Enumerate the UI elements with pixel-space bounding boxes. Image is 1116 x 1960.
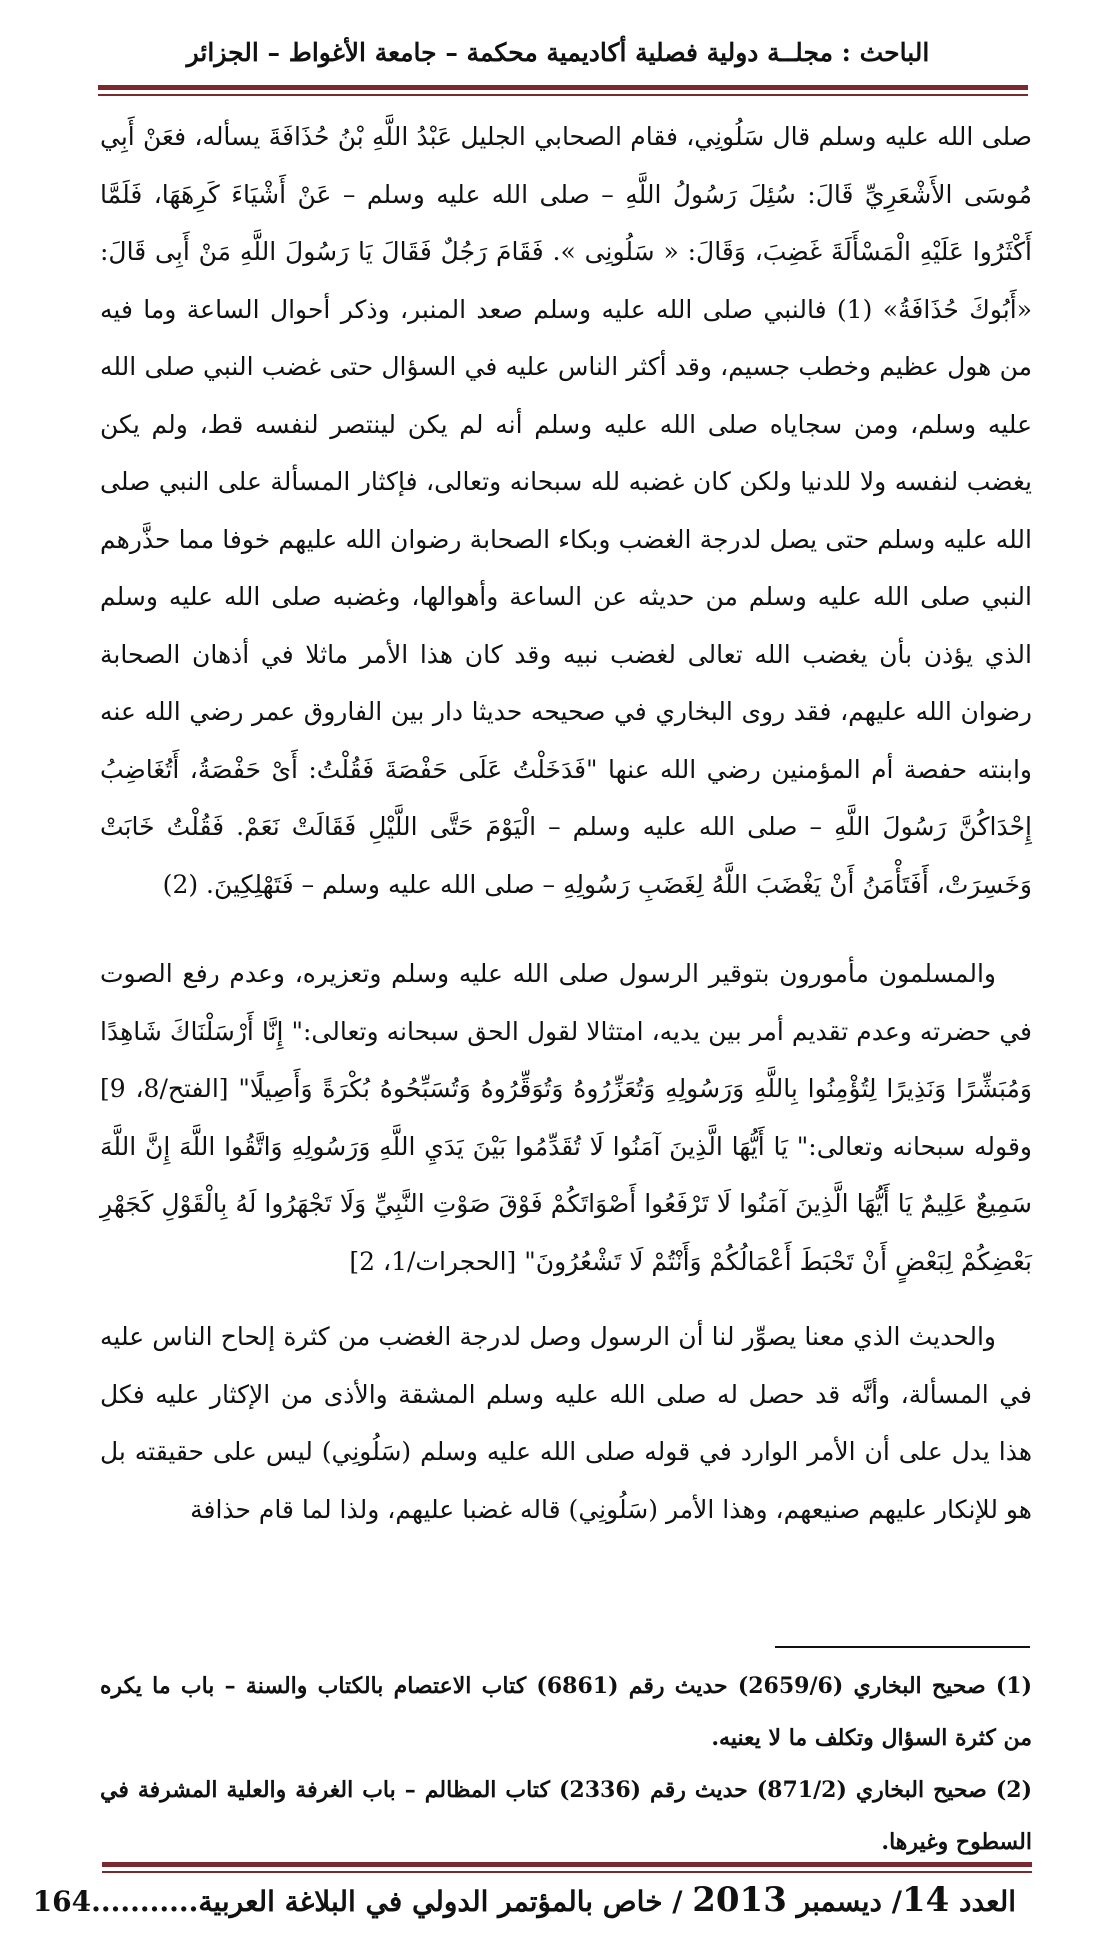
- footnotes: [100, 1660, 1032, 1868]
- footnote-1: (1) صحيح البخاري (2659/6) حديث رقم (6861) كتاب الاعتصام بالكتاب والسنة – باب ما يكره من كثرة السؤال وتكلف ما لا يعنيه.: [100, 1673, 1033, 1751]
- main-text: [100, 108, 1032, 1538]
- page-footer: [32, 1880, 1016, 1920]
- footnote-2: (2) صحيح البخاري (871/2) حديث رقم (2336) كتاب المظالم – باب الغرفة والعلية المشرفة في السطوح وغيرها.: [100, 1777, 1032, 1855]
- header-rule-thin: [98, 94, 1028, 96]
- issue-label: العدد: [959, 1885, 1016, 1918]
- issue-year: 2013: [692, 1880, 787, 1920]
- issue-number: 14: [901, 1880, 950, 1920]
- page-number: 164: [32, 1885, 92, 1918]
- issue-month: / ديسمبر: [796, 1885, 902, 1918]
- paragraph-3: والحديث الذي معنا يصوِّر لنا أن الرسول وصل لدرجة الغضب من كثرة إلحاح الناس عليه في المسألة، وأنَّه قد حصل له صلى الله عليه وسلم المشقة والأذى من الإكثار عليه فكل هذا يدل على أن الأمر الوارد في قوله صلى الله عليه وسلم (سَلُونِي) ليس على حقيقته بل هو للإنكار عليهم صنيعهم، وهذا الأمر (سَلُونِي) قاله غضبا عليهم، ولذا لما قام حذافة: [100, 1322, 1032, 1524]
- footnote-separator: [775, 1646, 1030, 1648]
- journal-header: الباحث : مجلــة دولية فصلية أكاديمية محكمة – جامعة الأغواط – الجزائر: [186, 38, 930, 67]
- paragraph-2: والمسلمون مأمورون بتوقير الرسول صلى الله عليه وسلم وتعزيره، وعدم رفع الصوت في حضرته وعدم تقديم أمر بين يديه، امتثالا لقول الحق سبحانه وتعالى:" إِنَّا أَرْسَلْنَاكَ شَاهِدًا وَمُبَشِّرًا وَنَذِيرًا لِتُؤْمِنُوا بِاللَّهِ وَرَسُولِهِ وَتُعَزِّرُوهُ وَتُوَقِّرُوهُ وَتُسَبِّحُوهُ بُكْرَةً وَأَصِيلًا" [الفتح/8، 9] وقوله سبحانه وتعالى:" يَا أَيُّهَا الَّذِينَ آمَنُوا لَا تُقَدِّمُوا بَيْنَ يَدَيِ اللَّهِ وَرَسُولِهِ وَاتَّقُوا اللَّهَ إِنَّ اللَّهَ سَمِيعٌ عَلِيمٌ يَا أَيُّهَا الَّذِينَ آمَنُوا لَا تَرْفَعُوا أَصْوَاتَكُمْ فَوْقَ صَوْتِ النَّبِيِّ وَلَا تَجْهَرُوا لَهُ بِالْقَوْلِ كَجَهْرِ بَعْضِكُمْ لِبَعْضٍ أَنْ تَحْبَطَ أَعْمَالُكُمْ وَأَنْتُمْ لَا تَشْعُرُونَ" [الحجرات/1، 2]: [100, 959, 1033, 1276]
- footer-rule-thick: [102, 1862, 1032, 1867]
- footer-rule-thin: [102, 1871, 1032, 1873]
- paragraph-1: صلى الله عليه وسلم قال سَلُونِي، فقام الصحابي الجليل عَبْدُ اللَّهِ بْنُ حُذَافَةَ يسأله، فعَنْ أَبِي مُوسَى الأَشْعَرِيِّ قَالَ: سُئِلَ رَسُولُ اللَّهِ – صلى الله عليه وسلم – عَنْ أَشْيَاءَ كَرِهَهَا، فَلَمَّا أَكْثَرُوا عَلَيْهِ الْمَسْأَلَةَ غَضِبَ، وَقَالَ: « سَلُونِى ». فَقَامَ رَجُلٌ فَقَالَ يَا رَسُولَ اللَّهِ مَنْ أَبِى قَالَ: «أَبُوكَ حُذَافَةُ» (1) فالنبي صلى الله عليه وسلم صعد المنبر، وذكر أحوال الساعة وما فيه من هول عظيم وخطب جسيم، وقد أكثر الناس عليه في السؤال حتى غضب النبي صلى الله عليه وسلم، ومن سجاياه صلى الله عليه وسلم أنه لم يكن لينتصر لنفسه قط، ولم يكن يغضب لنفسه ولا للدنيا ولكن كان غضبه لله سبحانه وتعالى، فإكثار المسألة على النبي صلى الله عليه وسلم حتى يصل لدرجة الغضب وبكاء الصحابة رضوان الله عليهم خوفا مما حذَّرهم النبي صلى الله عليه وسلم من حديثه عن الساعة وأهوالها، وغضبه صلى الله عليه وسلم الذي يؤذن بأن يغضب الله تعالى لغضب نبيه وقد كان هذا الأمر ماثلا في أذهان الصحابة رضوان الله عليهم، فقد روى البخاري في صحيحه حديثا دار بين الفاروق عمر رضي الله عنه وابنته حفصة أم المؤمنين رضي الله عنها "فَدَخَلْتُ عَلَى حَفْصَةَ فَقُلْتُ: أَىْ حَفْصَةُ، أَتُغَاضِبُ إِحْدَاكُنَّ رَسُولَ اللَّهِ – صلى الله عليه وسلم – الْيَوْمَ حَتَّى اللَّيْلِ فَقَالَتْ نَعَمْ. فَقُلْتُ خَابَتْ وَخَسِرَتْ، أَفَتَأْمَنُ أَنْ يَغْضَبَ اللَّهُ لِغَضَبِ رَسُولِهِ – صلى الله عليه وسلم – فَتَهْلِكِينَ. (2): [100, 122, 1032, 899]
- header-rule-thick: [98, 85, 1028, 90]
- footer-note: / خاص بالمؤتمر الدولي في البلاغة العربية...........: [91, 1885, 683, 1918]
